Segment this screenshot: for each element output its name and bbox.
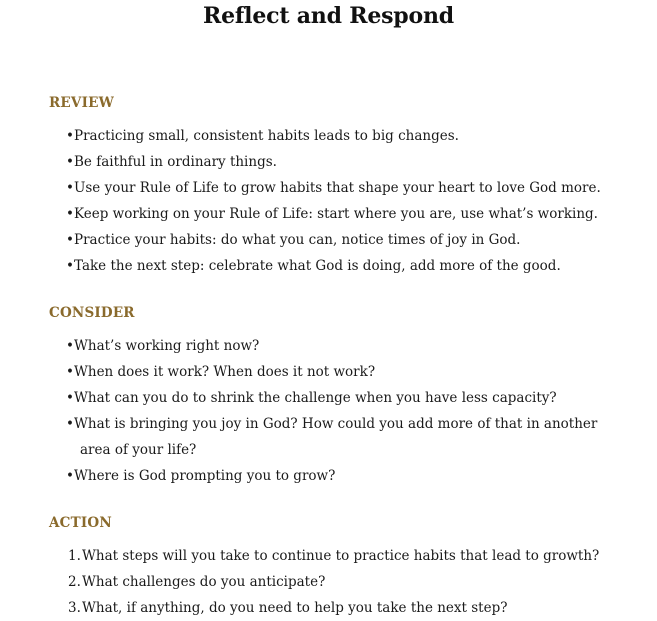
list-item-text: What’s working right now? (74, 338, 260, 354)
list-number: 3. (68, 600, 81, 616)
list-item (66, 123, 601, 149)
list-item (66, 595, 599, 621)
bullet-icon: • (66, 180, 74, 196)
bullet-icon: • (66, 206, 74, 222)
list-item (66, 253, 601, 279)
action-heading: ACTION (49, 515, 112, 531)
list-item-text: Where is God prompting you to grow? (74, 468, 336, 484)
list-item-text: What challenges do you anticipate? (82, 574, 326, 590)
page-title: Reflect and Respond (203, 3, 454, 29)
list-item (66, 463, 597, 489)
list-item-text-continued: area of your life? (80, 442, 197, 458)
bullet-icon: • (66, 232, 74, 248)
list-item-text: What is bringing you joy in God? How could you add more of that in another (74, 416, 598, 432)
bullet-icon: • (66, 128, 74, 144)
list-item-text: When does it work? When does it not work? (74, 364, 376, 380)
review-list (66, 123, 601, 279)
consider-list (66, 333, 597, 489)
bullet-icon: • (66, 258, 74, 274)
action-list (66, 543, 599, 621)
list-item (66, 543, 599, 569)
list-item-text: Use your Rule of Life to grow habits that shape your heart to love God more. (74, 180, 601, 196)
list-item-text: Be faithful in ordinary things. (74, 154, 277, 170)
list-item (66, 569, 599, 595)
bullet-icon: • (66, 416, 74, 432)
list-item-text: What can you do to shrink the challenge when you have less capacity? (74, 390, 557, 406)
list-item-text: Practice your habits: do what you can, notice times of joy in God. (74, 232, 521, 248)
list-item (66, 359, 597, 385)
list-item (66, 227, 601, 253)
bullet-icon: • (66, 154, 74, 170)
review-heading: REVIEW (49, 95, 114, 111)
list-item-text: What steps will you take to continue to practice habits that lead to growth? (82, 548, 600, 564)
bullet-icon: • (66, 468, 74, 484)
list-item (66, 175, 601, 201)
list-number: 1. (68, 548, 81, 564)
list-item (66, 385, 597, 411)
list-item (66, 333, 597, 359)
bullet-icon: • (66, 390, 74, 406)
list-item-text: Practicing small, consistent habits leads to big changes. (74, 128, 459, 144)
list-item-text: What, if anything, do you need to help you take the next step? (82, 600, 508, 616)
bullet-icon: • (66, 338, 74, 354)
list-item (66, 201, 601, 227)
list-item (66, 411, 597, 463)
bullet-icon: • (66, 364, 74, 380)
list-item-text: Take the next step: celebrate what God is doing, add more of the good. (74, 258, 561, 274)
list-item (66, 149, 601, 175)
consider-heading: CONSIDER (49, 305, 135, 321)
list-number: 2. (68, 574, 81, 590)
list-item-text: Keep working on your Rule of Life: start where you are, use what’s working. (74, 206, 598, 222)
